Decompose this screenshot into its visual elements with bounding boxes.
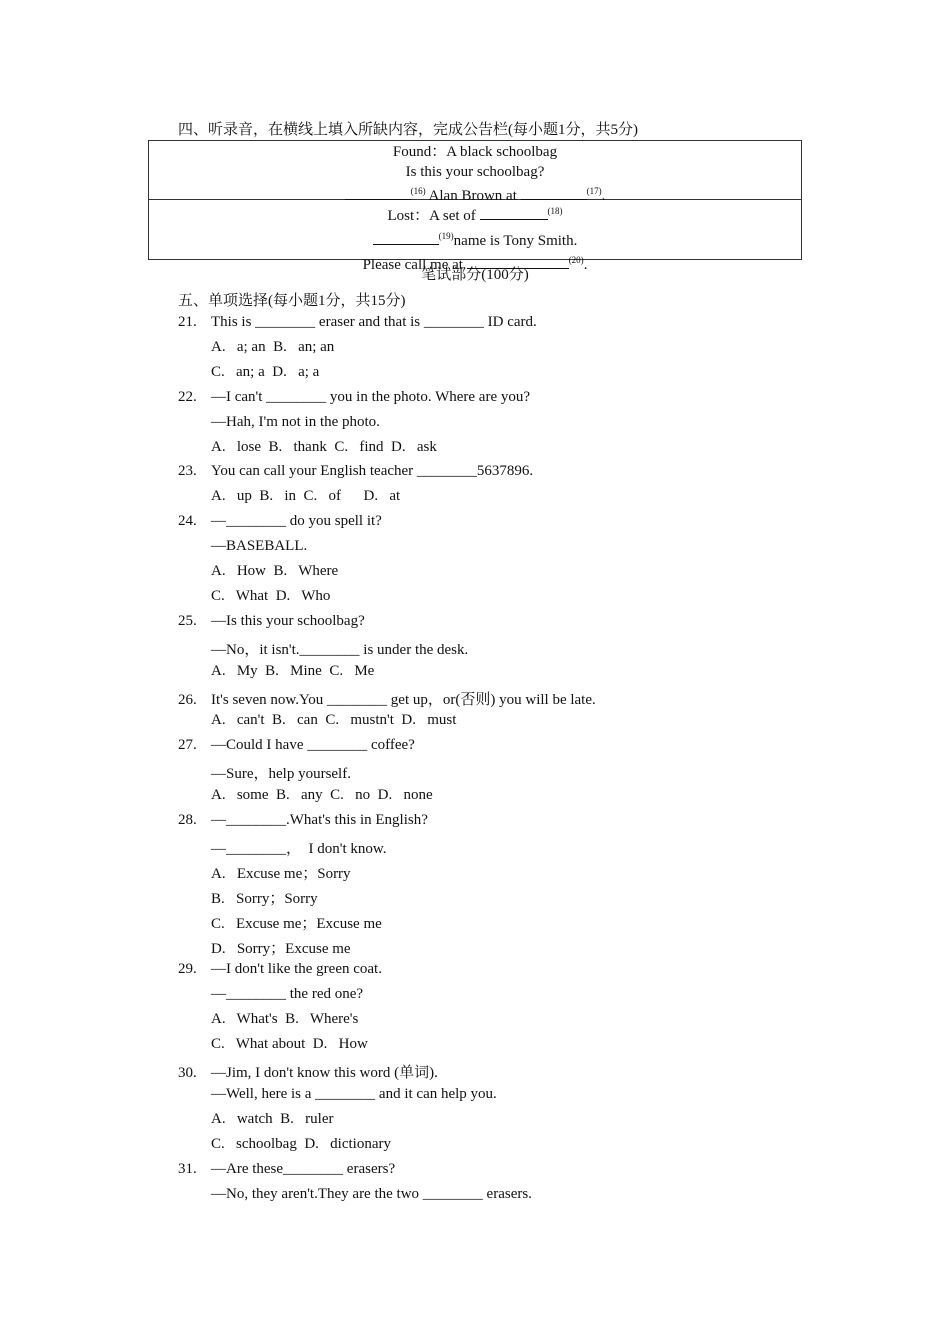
question-number: 21. (178, 314, 197, 330)
answer-options: C. What D. Who (211, 588, 331, 604)
found-line-3-text: Alan Brown at (425, 188, 521, 204)
answer-options: A. up B. in C. of D. at (211, 488, 401, 504)
dialogue-line: —________， I don't know. (211, 841, 387, 857)
dialogue-line: —Sure，help yourself. (211, 766, 351, 782)
answer-options: A. a; an B. an; an (211, 339, 335, 355)
section-5-title: 五、单项选择(每小题1分，共15分) (178, 293, 406, 309)
question-stem (178, 314, 537, 331)
question-stem (178, 737, 415, 754)
question-number: 24. (178, 513, 197, 529)
notice-board-table (148, 140, 802, 273)
question-text: This is ________ eraser and that is ________ ID card. (211, 314, 537, 330)
question-number: 30. (178, 1065, 197, 1081)
dialogue-line: —No，it isn't.________ is under the desk. (211, 642, 469, 658)
question-stem (178, 463, 533, 480)
blank-18-number: (18) (547, 206, 563, 216)
blank-17-number: (17) (586, 186, 602, 196)
question-stem (178, 961, 382, 978)
question-stem (178, 1061, 438, 1082)
question-stem (178, 1161, 395, 1178)
answer-options: C. an; a D. a; a (211, 364, 320, 380)
blank-19[interactable] (373, 230, 439, 245)
question-text: You can call your English teacher ________5637896. (211, 463, 534, 479)
lost-line-3-text: Please call me at (362, 257, 467, 273)
question-text: —Is this your schoolbag? (211, 613, 365, 629)
answer-options: C. Excuse me；Excuse me (211, 916, 382, 932)
question-text: It's seven now.You ________ get up，or(否则) you will be late. (211, 692, 596, 708)
written-part-title: 笔试部分(100分) (421, 267, 529, 283)
found-line-3-end: . (601, 188, 606, 204)
answer-options: A. My B. Mine C. Me (211, 663, 375, 679)
dialogue-line: —________ the red one? (211, 986, 364, 1002)
answer-options: A. watch B. ruler (211, 1111, 334, 1127)
question-text: —________.What's this in English? (211, 812, 428, 828)
section-4-title: 四、听录音，在横线上填入所缺内容，完成公告栏(每小题1分，共5分) (178, 122, 638, 138)
question-text: —Could I have ________ coffee? (211, 737, 415, 753)
dialogue-line: —Hah, I'm not in the photo. (211, 414, 380, 430)
answer-options: A. What's B. Where's (211, 1011, 359, 1027)
lost-line-1 (149, 202, 801, 227)
blank-17[interactable] (521, 185, 587, 200)
question-text: —________ do you spell it? (211, 513, 382, 529)
question-text: —Jim, I don't know this word (单词). (211, 1065, 438, 1081)
answer-options: A. lose B. thank C. find D. ask (211, 439, 437, 455)
question-number: 31. (178, 1161, 197, 1177)
question-number: 23. (178, 463, 197, 479)
question-stem (178, 389, 530, 406)
question-stem (178, 812, 428, 829)
answer-options: A. some B. any C. no D. none (211, 787, 433, 803)
lost-line-2 (149, 227, 801, 252)
dialogue-line: —No, they aren't.They are the two ________ erasers. (211, 1186, 532, 1202)
question-number: 29. (178, 961, 197, 977)
blank-18[interactable] (480, 205, 548, 220)
found-notice (149, 141, 801, 204)
answer-options: C. What about D. How (211, 1036, 368, 1052)
question-stem (178, 513, 382, 530)
lost-line-2-text: name is Tony Smith. (453, 232, 578, 249)
blank-20-number: (20) (568, 255, 584, 265)
question-text: —I can't ________ you in the photo. Where are you? (211, 389, 531, 405)
question-stem (178, 688, 596, 709)
dialogue-line: —Well, here is a ________ and it can help you. (211, 1086, 497, 1102)
answer-options: C. schoolbag D. dictionary (211, 1136, 391, 1152)
question-number: 22. (178, 389, 197, 405)
question-number: 25. (178, 613, 197, 629)
answer-options: A. How B. Where (211, 563, 339, 579)
dialogue-line: —BASEBALL. (211, 538, 308, 554)
question-number: 28. (178, 812, 197, 828)
lost-line-1-text: Lost：A set of (387, 208, 480, 224)
question-text: —I don't like the green coat. (211, 961, 382, 977)
answer-options: A. Excuse me；Sorry (211, 866, 351, 882)
blank-19-number: (19) (438, 230, 454, 241)
question-stem (178, 613, 365, 630)
answer-options: D. Sorry；Excuse me (211, 941, 351, 957)
found-line-2: Is this your schoolbag? (405, 163, 545, 180)
answer-options: B. Sorry；Sorry (211, 891, 318, 907)
question-number: 27. (178, 737, 197, 753)
blank-16[interactable] (345, 185, 411, 200)
question-text: —Are these________ erasers? (211, 1161, 396, 1177)
found-line-1: Found：A black schoolbag (392, 144, 558, 160)
answer-options: A. can't B. can C. mustn't D. must (211, 712, 457, 728)
lost-notice (149, 200, 801, 273)
question-number: 26. (178, 692, 197, 708)
lost-line-3-end: . (583, 257, 588, 273)
blank-16-number: (16) (410, 186, 426, 196)
